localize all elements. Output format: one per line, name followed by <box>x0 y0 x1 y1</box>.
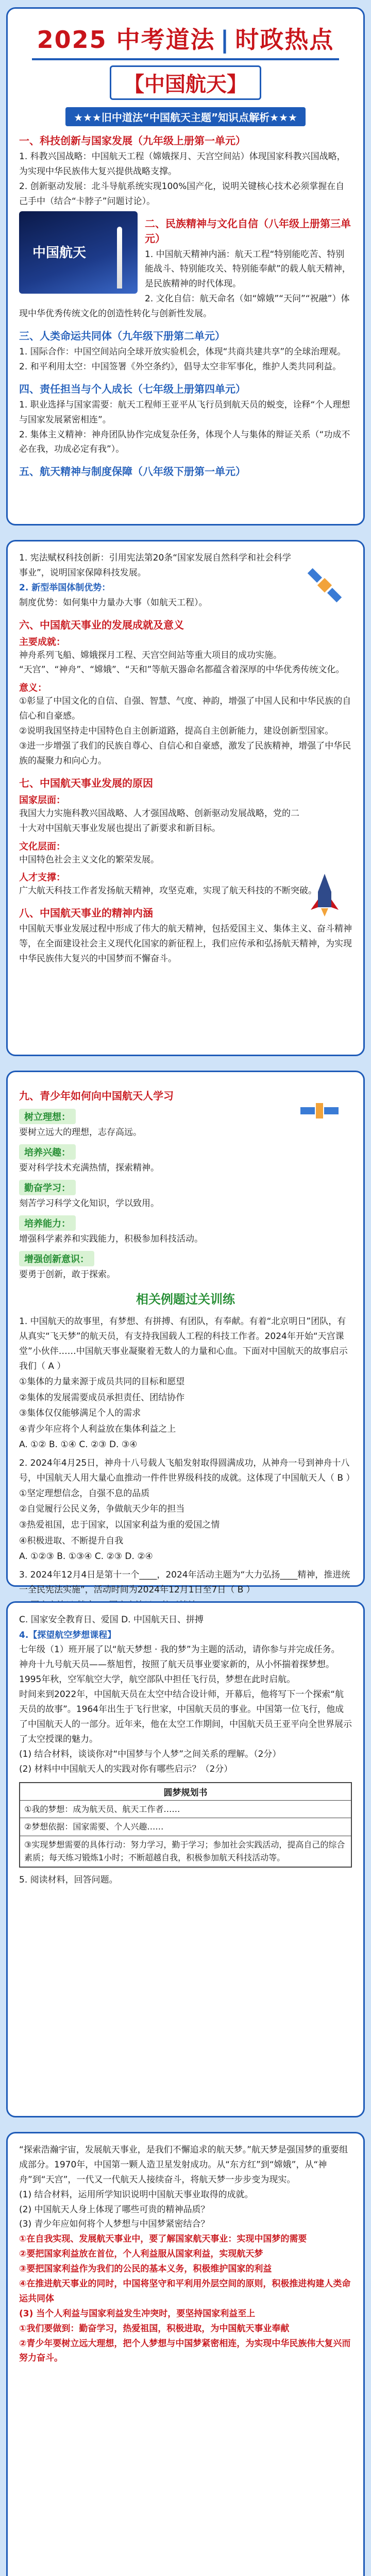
s7-culture-head: 文化层面： <box>19 841 65 852</box>
s7-nation-head: 国家层面： <box>19 794 65 806</box>
learn-item-4 <box>19 1211 352 1247</box>
question-4-intro: 七年级（1）班开展了以“航天梦想 · 我的梦”为主题的活动，请你参与并完成任务。 <box>19 1645 340 1655</box>
rocket-launch-icon <box>301 871 348 918</box>
question-5: 5. 阅读材料，回答问题。 <box>19 1874 118 1885</box>
s7-culture: 中国特色社会主义文化的繁荣发展。 <box>19 854 159 865</box>
q2-option-2: ②自觉履行公民义务，争做航天少年的担当 <box>19 1504 185 1515</box>
section-4-item-1: 1. 职业选择与国家需要：航天工程师王亚平从飞行员到航天员的蜕变，诠释“个人理想与国家发展紧密相连”。 <box>19 399 350 425</box>
title-right: 时政热点 <box>235 26 334 54</box>
section-heading-9: 九、青少年如何向中国航天人学习 <box>19 1090 174 1102</box>
q5-sub-3: (3) 青少年应如何将个人梦想与中国梦紧密结合？ <box>19 2219 210 2230</box>
learn-item-5-body: 要勇于创新，敢于探索。 <box>19 1269 115 1280</box>
q1-option-4: ④青少年应将个人利益放在集体利益之上 <box>19 1423 176 1434</box>
card-exercises-3 <box>6 2132 365 2576</box>
card2-item-1: 1. 宪法赋权科技创新：引用宪法第20条“国家发展自然科学和社会科学事业”，说明国家保障科技发展。 <box>19 553 292 578</box>
q2-option-4: ④积极进取、不断提升自我 <box>19 1535 124 1546</box>
card-exercises-2 <box>6 1601 365 2117</box>
learn-item-5 <box>19 1247 352 1282</box>
section-heading-2: 二、民族精神与文化自信（八年级上册第三单元） <box>145 217 351 245</box>
plan-title: 圆梦规划书 <box>20 1783 351 1801</box>
learn-item-5-head: 增强创新意识： <box>19 1251 94 1266</box>
answer-6: ①我们要做到：勤奋学习，热爱祖国，积极进取，为中国航天事业奉献 <box>19 2323 290 2334</box>
answer-3: ③要把国家利益作为我们的公民的基本义务，积极维护国家的利益 <box>19 2264 272 2275</box>
section-heading-5: 五、航天精神与制度保障（八年级下册第一单元） <box>19 465 246 478</box>
banner <box>19 107 352 126</box>
answer-5: (3) 当个人利益与国家利益发生冲突时，要坚持国家利益至上 <box>19 2308 256 2319</box>
answer-4: ④在推进航天事业的同时，中国将坚守和平利用外层空间的原则，积极推进构建人类命运共同体 <box>19 2279 351 2304</box>
s6-meaning-2: ②说明我国坚持走中国特色自主创新道路，提高自主创新能力，建设创新型国家。 <box>19 726 334 737</box>
learn-item-2-body: 要对科学技术充满热情，探索精神。 <box>19 1162 159 1173</box>
question-1: 1. 中国航天的故事里，有梦想、有拼搏、有团队，有奉献。有着“北京明日”团队，有从真实“飞天梦”的航天员，有支持我国载人工程的科技工作者。2024年开始“天宫课堂”小伙伴……中国航天事业凝聚着无数人的力量和心血。下面对中国航天的故事启示我们（ A ） <box>19 1316 348 1372</box>
question-4-sub-2: (2) 材料中中国航天人的实践对你有哪些启示？（2分） <box>19 1764 233 1774</box>
s8-body: 中国航天事业发展过程中形成了伟大的航天精神，包括爱国主义、集体主义、奋斗精神等，在全面建设社会主义现代化国家的新征程上，我们应传承和弘扬航天精神，为实现中华民族伟大复兴的中国梦而不懈奋斗。 <box>19 924 352 964</box>
page-subtitle: 【中国航天】 <box>110 65 261 100</box>
answer-1: ①在自我实现、发展航天事业中，要了解国家航天事业：实现中国梦的需要 <box>19 2234 307 2245</box>
answer-7: ②青少年要树立远大理想，把个人梦想与中国梦紧密相连，为实现中华民族伟大复兴而努力奋斗。 <box>19 2338 351 2364</box>
question-4-story-2: 时间来到2022年，中国航天员在太空中结合设计师，开幕后，他将写下一个探索“航天员的故事”。1964年出生于飞行世家，中国航天员的事业。中国第一位飞行，他成了中国航天人的一部分。近年来，他在太空工作期间，中国航天员王亚平向全世界展示了太空授课的魅力。 <box>19 1689 352 1744</box>
question-4-title: 4.【探望航空梦想课程】 <box>19 1630 116 1640</box>
page-title <box>32 21 340 60</box>
title-separator: | <box>220 26 230 54</box>
q5-sub-1: (1) 结合材料，运用所学知识说明中国航天事业取得的成就。 <box>19 2189 254 2200</box>
learn-item-3-body: 刻苦学习科学文化知识，学以致用。 <box>19 1198 159 1209</box>
learn-item-1-head: 树立理想： <box>19 1109 76 1124</box>
card-exercises-1 <box>6 1071 365 1595</box>
answer-2: ②要把国家利益放在首位，个人利益服从国家利益，实现航天梦 <box>19 2249 263 2260</box>
learn-item-2 <box>19 1140 352 1176</box>
dream-plan-table <box>19 1782 352 1868</box>
question-2-options <box>19 1486 352 1565</box>
q1-choices: A. ①② B. ①④ C. ②③ D. ③④ <box>19 1439 138 1450</box>
section-2-item-1: 1. 中国航天精神内涵：航天工程“特别能吃苦、特别能战斗、特别能攻关、特别能奉献”的载人航天精神，是民族精神的时代体现。 <box>145 249 351 290</box>
question-4-story: 神舟十九号航天员——蔡旭哲，按照了航天员事业要家新的，从小怀揣着探梦想。1995年秋，空军航空大学，航空部队中担任飞行员，梦想在此时启航。 <box>19 1659 334 1685</box>
plan-row-1: ①我的梦想：成为航天员、航天工作者…… <box>20 1801 351 1819</box>
s6-meaning-3: ③进一步增强了我们的民族自尊心、自信心和自豪感，激发了民族精神，增强了中华民族的凝聚力和向心力。 <box>19 741 351 766</box>
section-heading-3: 三、人类命运共同体（九年级下册第二单元） <box>19 330 225 343</box>
section-heading-7: 七、中国航天事业发展的原因 <box>19 776 153 789</box>
question-2: 2. 2024年4月25日，神舟十八号载人飞船发射取得圆满成功，从神舟一号到神舟十八号，中国航天人用大量心血推动一件件世界级科技的成就。这体现了中国航天人（ B ） <box>19 1458 355 1483</box>
learn-item-3-head: 勤奋学习： <box>19 1180 76 1195</box>
s7-nation: 我国大力实施科教兴国战略、人才强国战略、创新驱动发展战略，党的二十大对中国航天事业发展也提出了新要求和新目标。 <box>19 808 299 834</box>
learn-item-4-head: 培养能力： <box>19 1215 76 1231</box>
s6-meaning-1: ①彰显了中国文化的自信、自强、智慧、气度、神韵，增强了中国人民和中华民族的自信心和自豪感。 <box>19 696 351 722</box>
header <box>19 21 352 100</box>
s6-meaning-head: 意义： <box>19 683 47 694</box>
card-knowledge-1 <box>6 7 365 526</box>
quiz-title: 相关例题过关训练 <box>136 1292 235 1307</box>
q2-option-1: ①坚定理想信念，自强不息的品质 <box>19 1488 150 1499</box>
plan-row-2: ②梦想依据：国家需要、个人兴趣…… <box>20 1818 351 1836</box>
learn-item-3 <box>19 1176 352 1211</box>
illustration-caption: 中国航天 <box>32 245 87 261</box>
title-left: 2025 中考道法 <box>37 26 215 54</box>
q1-option-2: ②集体的发展需要成员承担责任、团结协作 <box>19 1392 185 1403</box>
q2-option-3: ③热爱祖国，忠于国家，以国家利益为重的爱国之情 <box>19 1519 220 1530</box>
q2-choices: A. ①②③ B. ①③④ C. ②③ D. ②④ <box>19 1551 153 1562</box>
section-2-item-2: 2. 文化自信：航天命名（如“嫦娥”“天问”“祝融”）体现中华优秀传统文化的创造性转化与创新性发展。 <box>19 294 350 319</box>
section-heading-8: 八、中国航天事业的精神内涵 <box>19 907 153 920</box>
learn-item-1-body: 要树立远大的理想，志存高远。 <box>19 1127 142 1138</box>
s6-achievements-head: 主要成就： <box>19 636 65 648</box>
section-4-item-2: 2. 集体主义精神：神舟团队协作完成复杂任务，体现个人与集体的辩证关系（“功成不必在我，功成必定有我”）。 <box>19 429 350 455</box>
section-3-item-2: 2. 和平利用太空：中国签署《外空条约》，倡导太空非军事化，维护人类共同利益。 <box>19 361 342 372</box>
question-3: 3. 2024年12月4日是第十一个____，2024年活动主题为“大力弘扬____精神，推进统一全民宪法实施”，活动时间为2024年12月1日至7日（ B ） <box>19 1569 350 1595</box>
q3-choices-cd: C. 国家安全教育日、爱国 D. 中国航天日、拼搏 <box>19 1615 204 1625</box>
plan-row-3: ③实现梦想需要的具体行动：努力学习，勤于学习；参加社会实践活动，提高自己的综合素质；每天练习锻炼1小时；不断超越自我，积极参加航天科技活动等。 <box>24 1839 345 1863</box>
q1-option-1: ①集体的力量来源于成员共同的目标和愿望 <box>19 1377 185 1387</box>
learn-item-4-body: 增强科学素养和实践能力，积极参加科技活动。 <box>19 1233 203 1244</box>
s6-achievements-2: “天宫”、“神舟”、“嫦娥”、“天和”等航天器命名都蕴含着深厚的中华优秀传统文化。 <box>19 665 345 675</box>
q5-sub-2: (2) 中国航天人身上体现了哪些可贵的精神品质？ <box>19 2204 210 2215</box>
section-1-item-2: 2. 创新驱动发展：北斗导航系统实现100%国产化，说明关键核心技术必须掌握在自己手中（结合“卡脖子”问题讨论）。 <box>19 181 345 207</box>
s6-achievements: 神舟系列飞船、嫦娥探月工程、天宫空间站等重大项目的成功实施。 <box>19 650 282 660</box>
q1-option-3: ③集体仅仅能够满足个人的需求 <box>19 1408 141 1419</box>
section-heading-6: 六、中国航天事业的发展成就及意义 <box>19 618 184 631</box>
s7-people: 广大航天科技工作者发扬航天精神，攻坚克难，实现了航天科技的不断突破。 <box>19 886 317 896</box>
card2-item-2: 2. 新型举国体制优势： <box>19 582 111 593</box>
section-heading-4: 四、责任担当与个人成长（七年级上册第四单元） <box>19 382 246 395</box>
section-1-item-1: 1. 科教兴国战略：中国航天工程（嫦娥探月、天宫空间站）体现国家科教兴国战略，为实现中华民族伟大复兴提供战略支撑。 <box>19 151 346 177</box>
question-1-options <box>19 1374 352 1453</box>
s7-people-head: 人才支撑： <box>19 872 65 884</box>
section-heading-1: 一、科技创新与国家发展（九年级上册第一单元） <box>19 134 246 147</box>
card2-item-3: 制度优势：如何集中力量办大事（如航天工程）。 <box>19 597 208 608</box>
banner-text: ★★★旧中道法“中国航天主题”知识点解析★★★ <box>65 107 306 126</box>
rocket-icon <box>117 227 122 289</box>
space-illustration <box>19 211 138 294</box>
question-4-sub-1: (1) 结合材料，谈谈你对“中国梦与个人梦”之间关系的理解。（2分） <box>19 1749 281 1759</box>
section-3-item-1: 1. 国际合作：中国空间站向全球开放实验机会，体现“共商共建共享”的全球治理观。 <box>19 347 346 358</box>
card-knowledge-2 <box>6 540 365 1056</box>
learn-item-2-head: 培养兴趣： <box>19 1144 76 1160</box>
satellite-icon-2 <box>296 1088 343 1134</box>
question-5-intro: “探索浩瀚宇宙，发展航天事业，是我们不懈追求的航天梦。”航天梦是强国梦的重要组成部分。1970年，中国第一颗人造卫星发射成功。从“东方红”到“嫦娥”，从“神舟”到“天宫”，一代又一代航天人接续奋斗，将航天梦一步步变为现实。 <box>19 2145 348 2185</box>
satellite-icon <box>301 562 348 608</box>
